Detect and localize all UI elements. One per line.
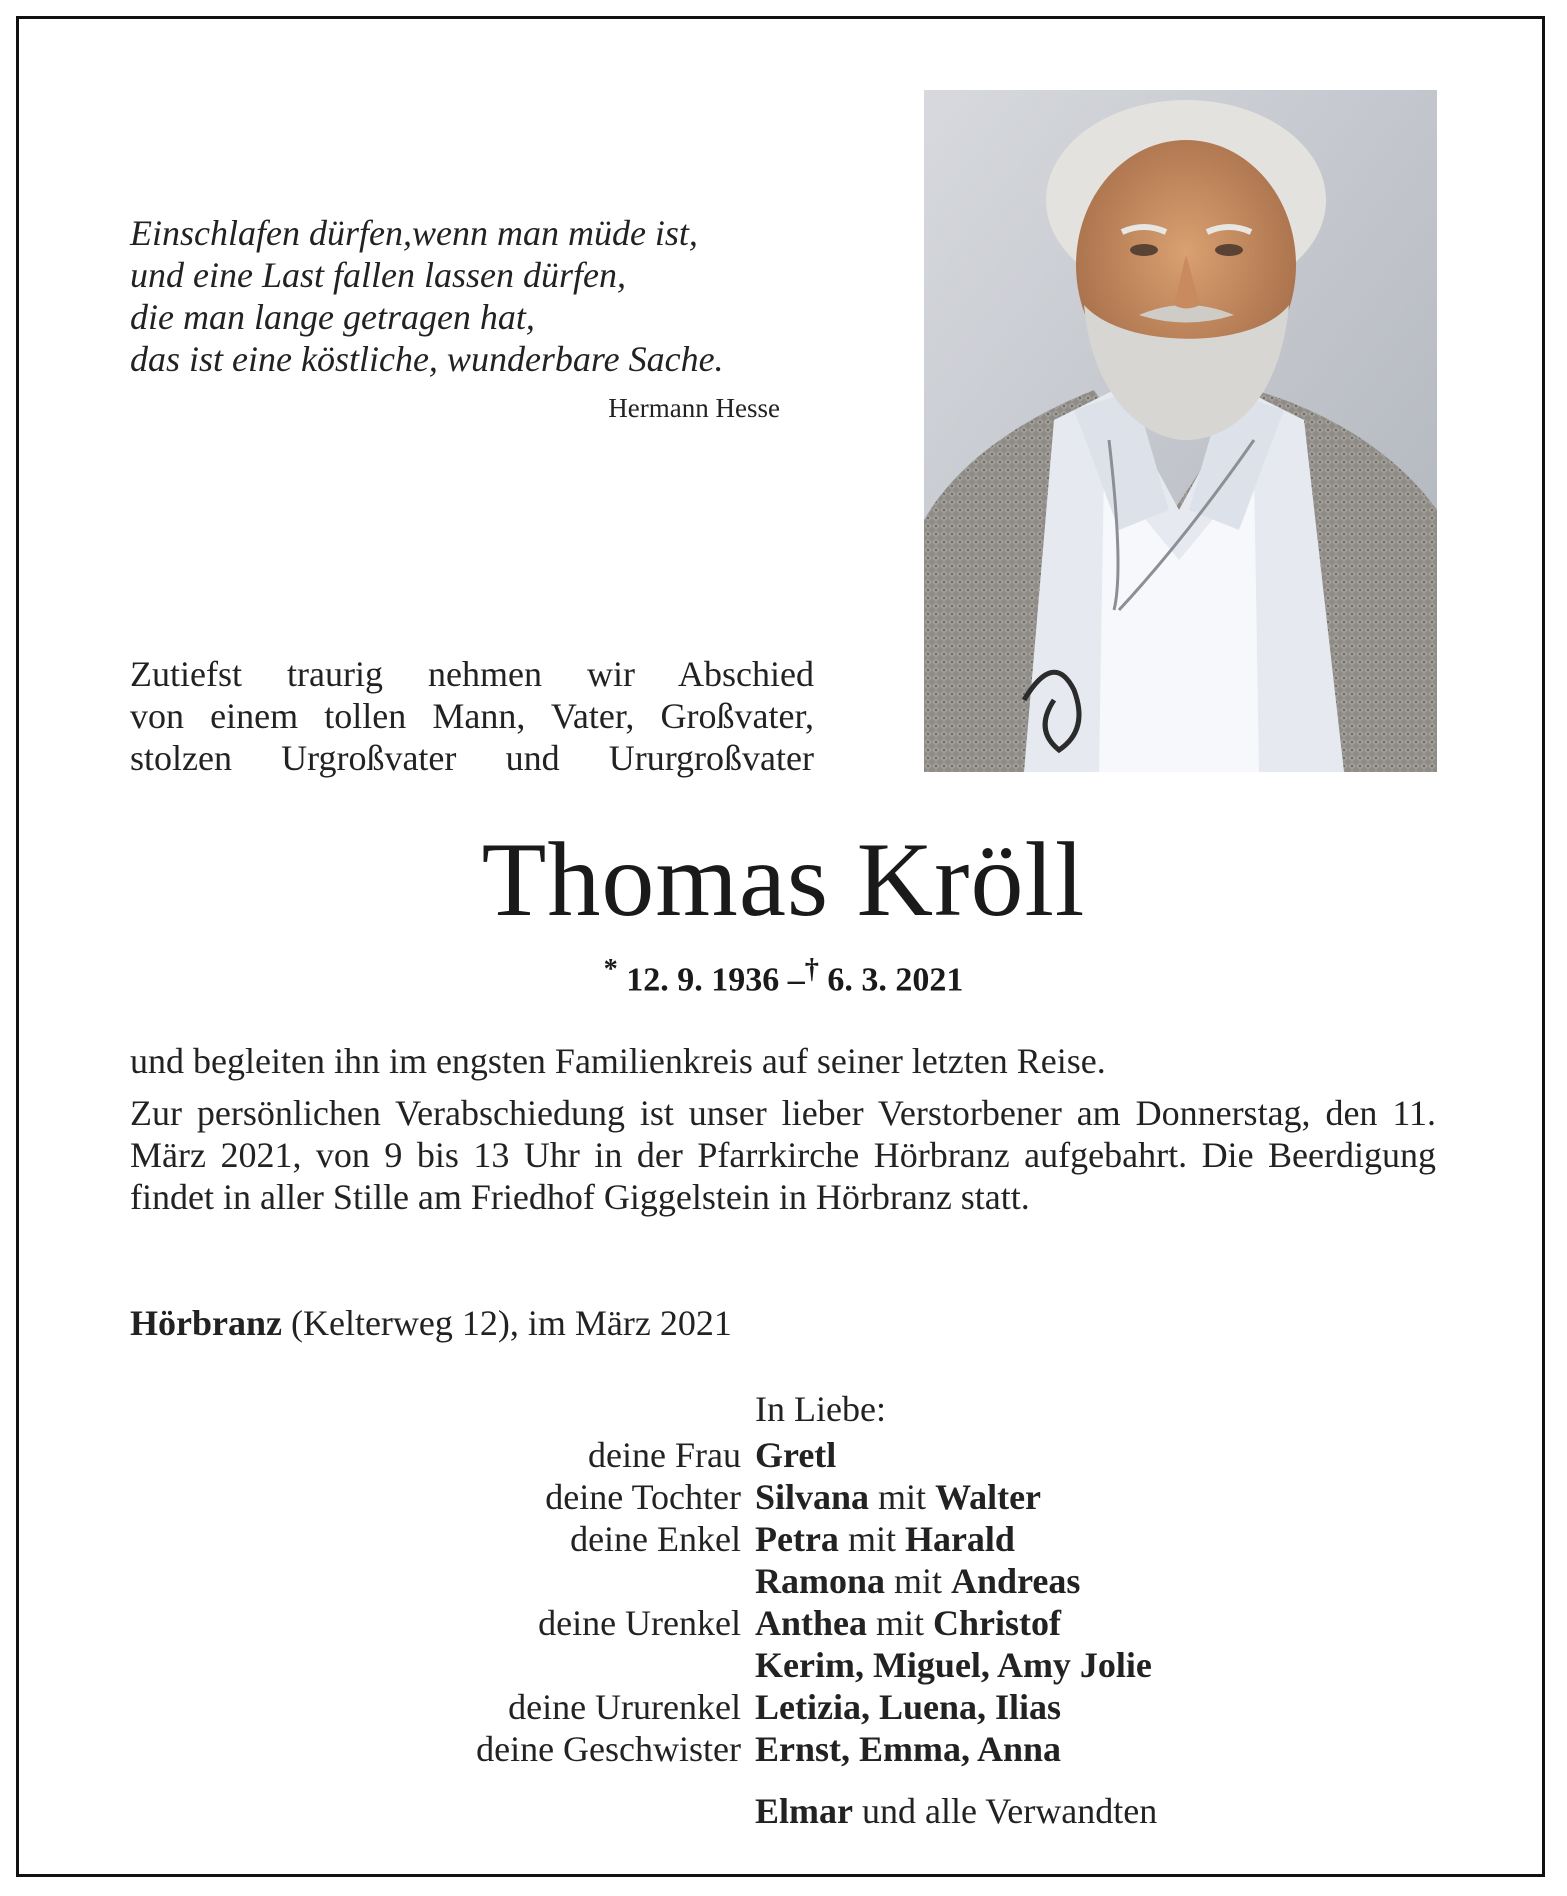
- quote-author: Hermann Hesse: [608, 393, 780, 423]
- family-name: Letizia, Luena, Ilias: [755, 1687, 1062, 1727]
- family-connector: mit: [885, 1561, 952, 1601]
- family-name: Elmar: [755, 1791, 853, 1831]
- quote-line: und eine Last fallen lassen dürfen,: [130, 255, 626, 295]
- family-closing-text: und alle Verwandten: [852, 1791, 1158, 1831]
- intro-text: [130, 653, 814, 779]
- family-row: [0, 1728, 1567, 1770]
- birth-date: 12. 9. 1936: [626, 961, 780, 999]
- death-symbol: †: [804, 954, 819, 985]
- paragraph-farewell: Zur persönlichen Verabschiedung ist unser lieber Verstorbener am Donnerstag, den 11. März 2021, von 9 bis 13 Uhr in der Pfarrkirche Hörbranz aufgebahrt. Die Beerdigung findet in aller Stille am Friedhof Giggelstein in Hörbranz statt.: [130, 1093, 1436, 1217]
- quote-line: das ist eine köstliche, wunderbare Sache.: [130, 339, 724, 379]
- family-connector: mit: [869, 1477, 936, 1517]
- place-town: Hörbranz: [130, 1303, 282, 1343]
- intro-line: Zutiefst traurig nehmen wir Abschied: [130, 654, 814, 694]
- family-name: Andreas: [951, 1561, 1081, 1601]
- family-name: Christof: [933, 1603, 1062, 1643]
- date-separator: –: [787, 961, 805, 999]
- family-row: [0, 1560, 1567, 1602]
- hesse-quote: [130, 212, 790, 380]
- family-relation: deine Geschwister: [476, 1729, 741, 1769]
- family-name: Silvana: [755, 1477, 870, 1517]
- quote-line: die man lange getragen hat,: [130, 297, 535, 337]
- deceased-name: Thomas Kröll: [481, 821, 1086, 938]
- intro-line: von einem tollen Mann, Vater, Großvater,: [130, 696, 814, 736]
- family-name: Walter: [935, 1477, 1042, 1517]
- family-row: [0, 1602, 1567, 1644]
- family-connector: mit: [838, 1519, 905, 1559]
- place-rest: (Kelterweg 12), im März 2021: [281, 1303, 732, 1343]
- family-row: [0, 1434, 1567, 1476]
- family-relation: deine Enkel: [570, 1519, 741, 1559]
- family-name: Ramona: [755, 1561, 886, 1601]
- family-relation: deine Tochter: [545, 1477, 741, 1517]
- portrait-photo: [924, 90, 1437, 772]
- family-closing: [0, 1790, 1567, 1832]
- family-name: Harald: [904, 1519, 1015, 1559]
- quote-line: Einschlafen dürfen,wenn man müde ist,: [130, 213, 698, 253]
- life-dates: [0, 954, 1567, 999]
- family-row: [0, 1476, 1567, 1518]
- paragraph-journey: und begleiten ihn im engsten Familienkreis auf seiner letzten Reise.: [130, 1041, 1106, 1081]
- family-connector: mit: [867, 1603, 934, 1643]
- family-name: Anthea: [755, 1603, 868, 1643]
- family-relation: deine Frau: [588, 1435, 741, 1475]
- birth-symbol: *: [603, 954, 618, 985]
- family-name: Ernst, Emma, Anna: [755, 1729, 1062, 1769]
- family-name: Gretl: [755, 1435, 837, 1475]
- family-row: [0, 1644, 1567, 1686]
- family-relation: deine Urenkel: [538, 1603, 741, 1643]
- family-name: Petra: [755, 1519, 839, 1559]
- place-date-line: [130, 1302, 732, 1344]
- death-date: 6. 3. 2021: [827, 961, 964, 999]
- family-row: [0, 1518, 1567, 1560]
- family-heading: In Liebe:: [755, 1389, 886, 1429]
- family-name: Kerim, Miguel, Amy Jolie: [755, 1645, 1152, 1685]
- intro-line: stolzen Urgroßvater und Ururgroßvater: [130, 738, 814, 778]
- family-relation: deine Ururenkel: [508, 1687, 741, 1727]
- family-row: [0, 1686, 1567, 1728]
